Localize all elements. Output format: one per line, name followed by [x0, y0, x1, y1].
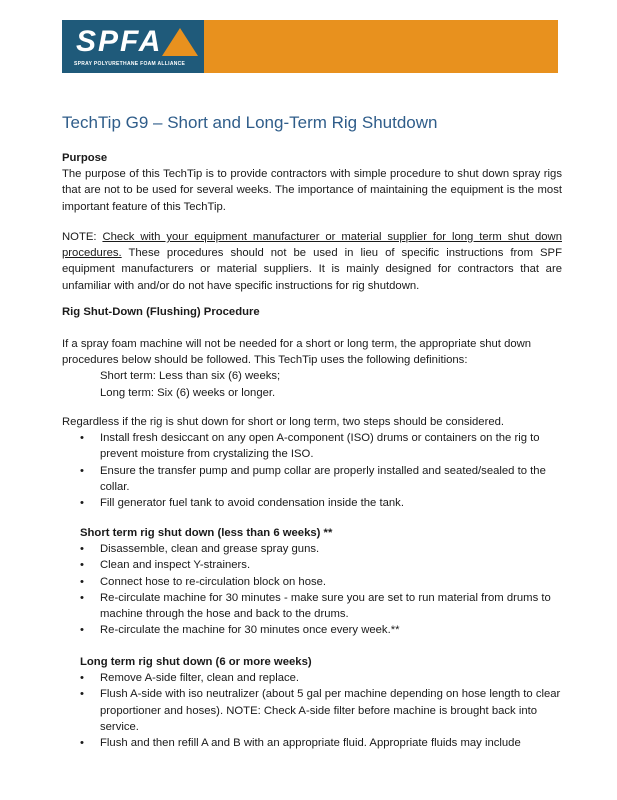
list-item: • Re-circulate the machine for 30 minutes once every week.**	[100, 622, 562, 638]
logo-tagline: SPRAY POLYURETHANE FOAM ALLIANCE	[74, 61, 186, 67]
procedure-intro: If a spray foam machine will not be needed for a short or long term, the appropriate shut down procedures below should be followed. This TechTip uses the following definitions:	[62, 338, 532, 367]
long-term-list	[62, 670, 562, 751]
logo-text: SPFA	[76, 25, 163, 58]
spfa-logo	[62, 20, 204, 73]
logo-triangle-icon	[162, 28, 198, 56]
list-item: • Remove A-side filter, clean and replace.	[100, 670, 562, 686]
page-title: TechTip G9 – Short and Long-Term Rig Shutdown	[62, 113, 438, 132]
note-paragraph	[62, 229, 562, 294]
note-underlined: Check with your equipment manufacturer or material supplier for long term shut down procedures.	[62, 231, 562, 260]
purpose-heading: Purpose	[62, 152, 108, 164]
list-item: • Disassemble, clean and grease spray guns.	[100, 541, 562, 557]
regardless-intro: Regardless if the rig is shut down for short or long term, two steps should be considered.	[62, 416, 505, 428]
note-rest: These procedures should not be used in lieu of specific instructions from SPF equipment manufacturers or material suppliers. It is mainly designed for contractors that are unfamiliar with and/or do not have specific instructions for rig shutdown.	[62, 247, 562, 292]
short-term-section	[62, 525, 562, 638]
list-item: • Install fresh desiccant on any open A-component (ISO) drums or containers on the rig to prevent moisture from crystalizing the ISO.	[100, 430, 562, 462]
procedure-heading: Rig Shut-Down (Flushing) Procedure	[62, 306, 260, 318]
definition-short: Short term: Less than six (6) weeks;	[100, 370, 281, 383]
list-item: • Flush A-side with iso neutralizer (about 5 gal per machine depending on hose length to clear proportioner and hoses). NOTE: Check A-side filter before machine is brought back into service.	[100, 686, 562, 735]
long-term-heading: Long term rig shut down (6 or more weeks)	[80, 656, 312, 668]
list-item: • Connect hose to re-circulation block on hose.	[100, 574, 562, 590]
list-item: • Ensure the transfer pump and pump collar are properly installed and seated/sealed to the collar.	[100, 463, 562, 495]
short-term-list	[62, 541, 562, 638]
short-term-heading: Short term rig shut down (less than 6 weeks) **	[80, 527, 333, 539]
note-prefix: NOTE:	[62, 231, 103, 243]
list-item: • Flush and then refill A and B with an appropriate fluid. Appropriate fluids may include	[100, 735, 562, 751]
procedure-section	[62, 336, 562, 401]
definition-long: Long term: Six (6) weeks or longer.	[100, 386, 276, 399]
list-item: • Clean and inspect Y-strainers.	[100, 557, 562, 573]
list-item: • Fill generator fuel tank to avoid condensation inside the tank.	[100, 495, 562, 511]
purpose-section	[62, 150, 562, 215]
list-item: • Re-circulate machine for 30 minutes - make sure you are set to run material from drums to machine through the hose and back to the drums.	[100, 590, 562, 622]
long-term-section	[62, 654, 562, 751]
purpose-body: The purpose of this TechTip is to provide contractors with simple procedure to shut down spray rigs that are not to be used for several weeks. The importance of maintaining the equipment is the most important feature of this TechTip.	[62, 168, 562, 213]
regardless-list	[62, 430, 562, 511]
regardless-section	[62, 414, 562, 511]
